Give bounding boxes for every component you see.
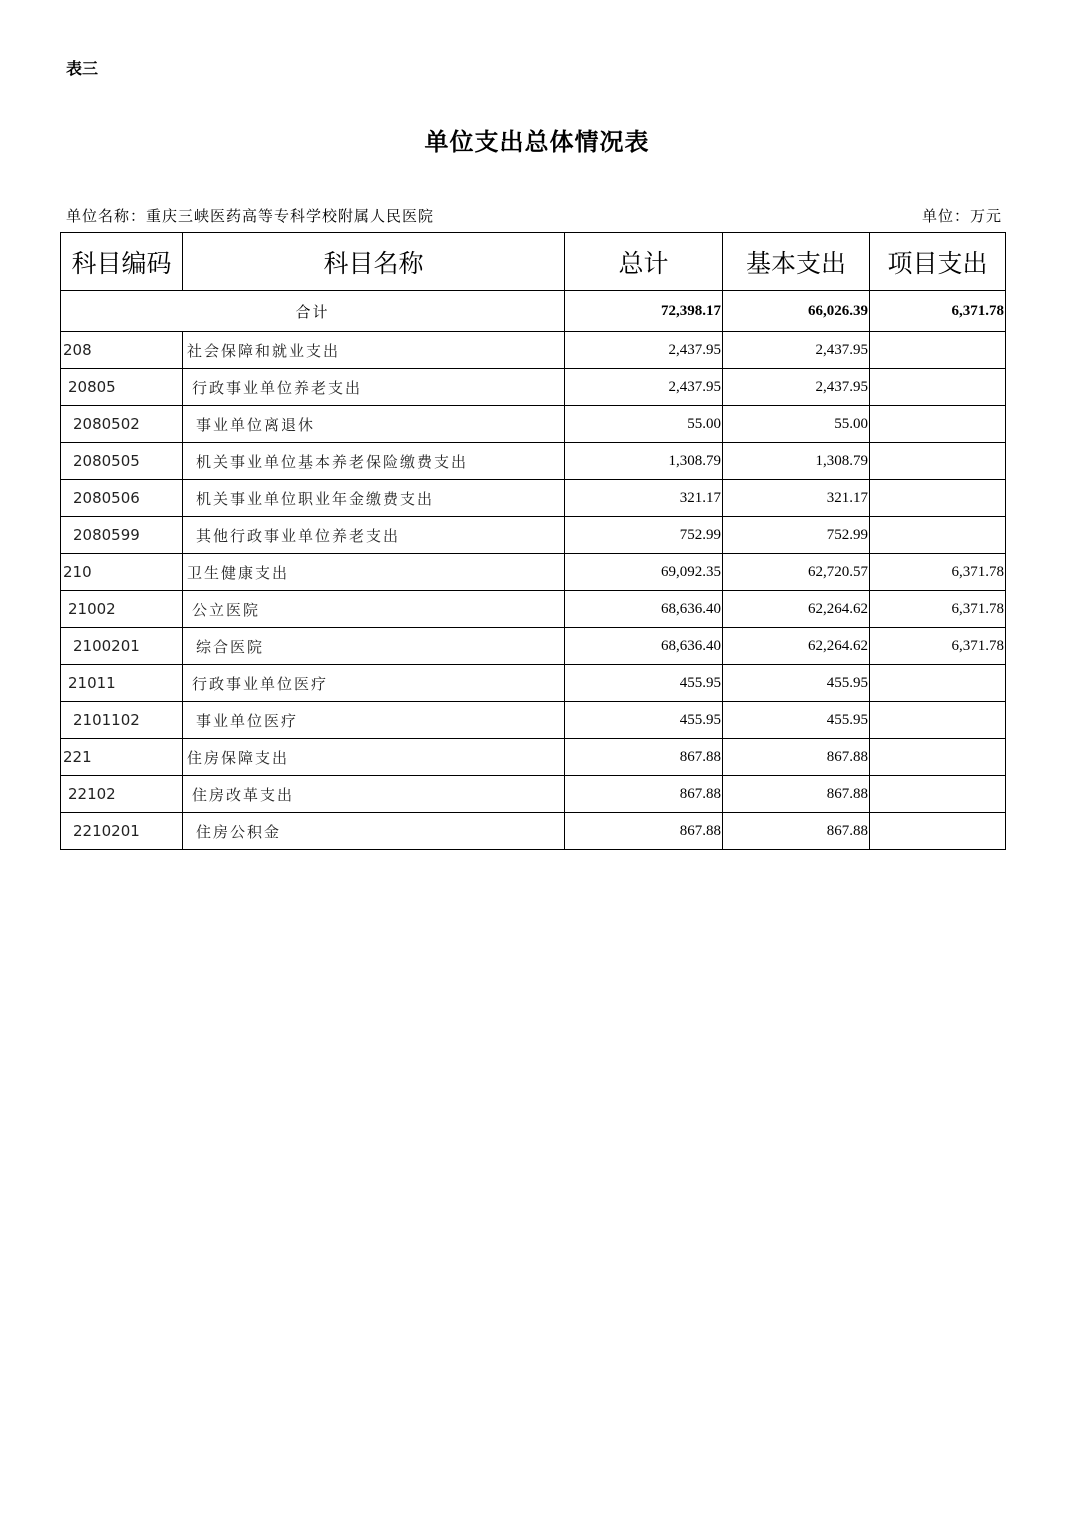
basic-cell: 867.88 [723,776,870,813]
name-cell: 卫生健康支出 [183,554,565,591]
basic-cell: 455.95 [723,702,870,739]
name-cell: 住房改革支出 [183,776,565,813]
total-cell: 68,636.40 [565,628,723,665]
name-cell: 机关事业单位基本养老保险缴费支出 [183,443,565,480]
code-cell: 221 [61,739,183,776]
project-cell [870,480,1006,517]
project-cell [870,702,1006,739]
code-cell: 210 [61,554,183,591]
code-cell: 2080599 [61,517,183,554]
basic-cell: 62,264.62 [723,628,870,665]
expenditure-table [60,232,1006,850]
table-row [61,517,1006,554]
total-cell: 68,636.40 [565,591,723,628]
project-cell: 6,371.78 [870,591,1006,628]
name-cell: 其他行政事业单位养老支出 [183,517,565,554]
project-cell [870,443,1006,480]
table-row [61,739,1006,776]
total-cell: 752.99 [565,517,723,554]
code-cell: 20805 [61,369,183,406]
total-cell: 455.95 [565,665,723,702]
name-cell: 行政事业单位养老支出 [183,369,565,406]
project-cell [870,665,1006,702]
project-cell [870,332,1006,369]
code-cell: 2100201 [61,628,183,665]
column-header-basic: 基本支出 [723,233,870,291]
unit-label: 单位：万元 [921,207,1002,225]
basic-cell: 752.99 [723,517,870,554]
name-cell: 住房保障支出 [183,739,565,776]
total-cell: 455.95 [565,702,723,739]
project-cell [870,776,1006,813]
code-cell: 2080502 [61,406,183,443]
total-cell: 69,092.35 [565,554,723,591]
code-cell: 21011 [61,665,183,702]
table-row [61,776,1006,813]
total-total-cell: 72,398.17 [565,291,723,332]
name-cell: 住房公积金 [183,813,565,850]
column-header-name: 科目名称 [183,233,565,291]
basic-cell: 455.95 [723,665,870,702]
name-cell: 事业单位离退休 [183,406,565,443]
basic-cell: 62,264.62 [723,591,870,628]
table-row [61,443,1006,480]
column-header-total: 总计 [565,233,723,291]
total-row [61,291,1006,332]
name-cell: 机关事业单位职业年金缴费支出 [183,480,565,517]
name-cell: 综合医院 [183,628,565,665]
name-cell: 行政事业单位医疗 [183,665,565,702]
table-header-row [61,233,1006,291]
total-cell: 867.88 [565,739,723,776]
project-cell: 6,371.78 [870,554,1006,591]
total-cell: 1,308.79 [565,443,723,480]
page-title: 单位支出总体情况表 [424,127,650,156]
basic-cell: 62,720.57 [723,554,870,591]
name-cell: 事业单位医疗 [183,702,565,739]
name-cell: 公立医院 [183,591,565,628]
table-row [61,480,1006,517]
code-cell: 208 [61,332,183,369]
basic-cell: 321.17 [723,480,870,517]
table-row [61,591,1006,628]
code-cell: 22102 [61,776,183,813]
total-cell: 867.88 [565,776,723,813]
project-cell [870,739,1006,776]
document-label: 表三 [66,59,99,78]
total-cell: 2,437.95 [565,369,723,406]
table-row [61,406,1006,443]
total-basic-cell: 66,026.39 [723,291,870,332]
code-cell: 2080505 [61,443,183,480]
total-cell: 55.00 [565,406,723,443]
total-label: 合计 [61,291,565,332]
project-cell [870,369,1006,406]
project-cell: 6,371.78 [870,628,1006,665]
basic-cell: 2,437.95 [723,369,870,406]
project-cell [870,406,1006,443]
basic-cell: 867.88 [723,813,870,850]
basic-cell: 55.00 [723,406,870,443]
table-row [61,813,1006,850]
name-cell: 社会保障和就业支出 [183,332,565,369]
project-cell [870,517,1006,554]
table-row [61,554,1006,591]
total-cell: 2,437.95 [565,332,723,369]
total-project-cell: 6,371.78 [870,291,1006,332]
total-cell: 867.88 [565,813,723,850]
code-cell: 2080506 [61,480,183,517]
code-cell: 2210201 [61,813,183,850]
table-row [61,332,1006,369]
column-header-code: 科目编码 [61,233,183,291]
code-cell: 21002 [61,591,183,628]
basic-cell: 2,437.95 [723,332,870,369]
table-row [61,369,1006,406]
organization-name: 单位名称：重庆三峡医药高等专科学校附属人民医院 [66,207,435,225]
total-cell: 321.17 [565,480,723,517]
table-row [61,702,1006,739]
basic-cell: 867.88 [723,739,870,776]
code-cell: 2101102 [61,702,183,739]
basic-cell: 1,308.79 [723,443,870,480]
table-row [61,628,1006,665]
table-row [61,665,1006,702]
project-cell [870,813,1006,850]
column-header-project: 项目支出 [870,233,1006,291]
